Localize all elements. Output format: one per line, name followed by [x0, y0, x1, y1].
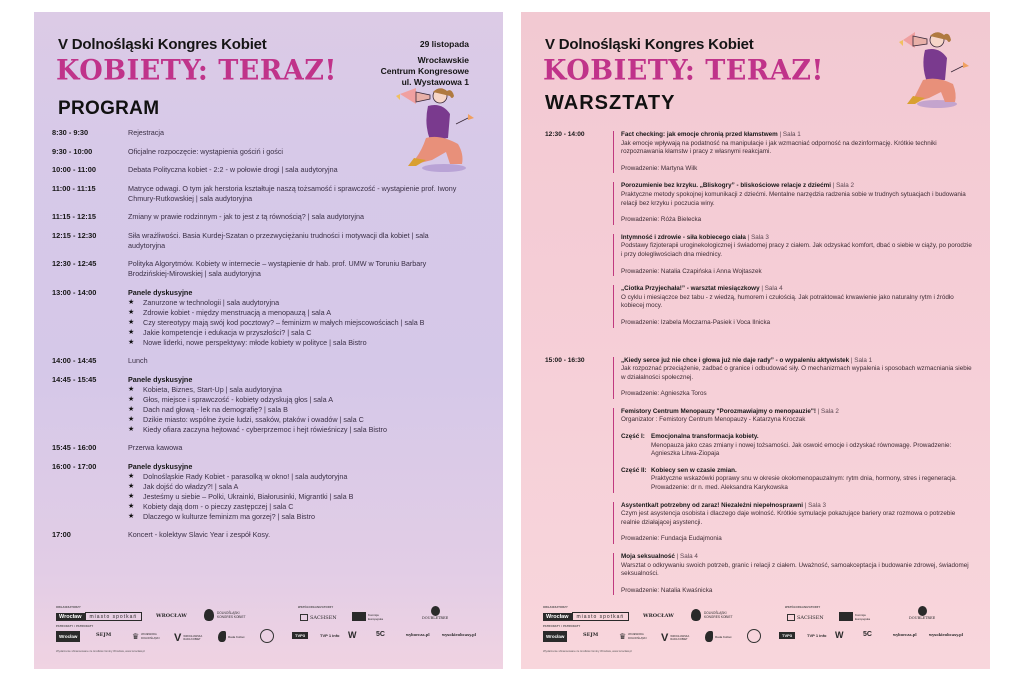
part-text: Praktyczne wskazówki poprawy snu w okresie okołomenopauzalnym: rytm dnia, hormony, stres i regeneracja. Prowadzenie: dr n. med. Aleksandra Karykowska	[651, 475, 957, 492]
workshop-room: | Sala 3	[745, 233, 769, 241]
eagle-icon: ♛	[132, 632, 140, 641]
workshop-title: „Ciotka Przyjechała!” - warsztat miesiączkowy	[621, 285, 760, 293]
star-icon: ★	[128, 318, 135, 326]
program-time: 15:45 - 16:00	[52, 443, 97, 452]
wysokie-obcasy-logo: wysokieobcasy.pl	[929, 633, 963, 637]
part-label: Część II:	[621, 466, 647, 474]
patrons-label: PATRONATY / PATRONATY	[543, 625, 581, 628]
program-text: Koncert - kolektyw Slavic Year i zespół Kosy.	[128, 530, 271, 539]
part-title: Emocjonalna transformacja kobiety.	[651, 433, 759, 441]
program-text: Rejestracja	[128, 128, 164, 137]
panel-item: ★ Jakie kompetencje i edukacja w przyszłości? | sala C	[128, 327, 312, 337]
tvp-info-logo: TVP 1 info	[807, 633, 827, 638]
workshop-title: Asystentka/t potrzebny od zaraz! Niezależni niepełnosprawni	[621, 501, 803, 509]
program-time: 11:15 - 12:15	[52, 212, 96, 221]
eagle-icon: ♛	[619, 632, 627, 641]
eu-flag-icon	[352, 612, 366, 621]
round-seal-icon	[747, 629, 761, 643]
program-schedule	[52, 128, 492, 549]
workshop-organizer: Organizator : Femistory Centrum Menopauzy - Katarzyna Kroczak	[621, 416, 806, 424]
program-row-panels	[52, 375, 492, 435]
star-icon: ★	[128, 425, 135, 433]
sachsen-icon	[787, 614, 795, 621]
wroclaw-small-logo: Wrocław	[543, 631, 567, 642]
star-icon: ★	[128, 298, 135, 306]
workshop-item	[613, 131, 975, 173]
doubletree-icon	[431, 606, 440, 616]
program-time: 12:30 - 12:45	[52, 259, 97, 268]
program-text: Siła wrażliwości. Basia Kurdej-Szatan o przezwyciężaniu trudności i motywacji dla kobiet | sala audytoryjna	[128, 230, 429, 250]
star-icon: ★	[128, 338, 135, 346]
workshop-room: | Sala 3	[802, 501, 826, 509]
sachsen-icon	[300, 614, 308, 621]
profile-icon	[218, 631, 226, 642]
program-time: 16:00 - 17:00	[52, 461, 97, 471]
workshop-item	[613, 234, 975, 276]
workshop-room: | Sala 2	[830, 182, 854, 190]
workshop-room: | Sala 1	[849, 356, 873, 364]
congress-subtitle: V Dolnośląski Kongres Kobiet	[545, 36, 754, 53]
workshop-lead: Prowadzenie: Agnieszka Toros	[621, 390, 707, 398]
brand-title: KOBIETY: TERAZ!	[56, 54, 337, 87]
workshop-room: | Sala 2	[815, 407, 839, 415]
program-row	[52, 259, 492, 279]
eu-commission-logo: Komisja Europejska	[352, 612, 388, 621]
panel-item: ★ Dzikie miasto: wspólne życie ludzi, ssaków, ptaków i owadów | sala C	[128, 414, 364, 424]
workshop-lead: Prowadzenie: Natalia Czapińska i Anna Wojtaszek	[621, 267, 762, 275]
workshop-item	[613, 357, 975, 399]
program-row-panels	[52, 288, 492, 348]
organizers-label: ORGANIZATORZY	[56, 606, 81, 609]
program-time: 14:45 - 15:45	[52, 374, 97, 384]
fundacja-logo: Rada Kobiet	[705, 631, 732, 642]
program-row	[52, 530, 492, 540]
program-text: Debata Polityczna kobiet - 2:2 - w połowie drogi | sala audytoryjna	[128, 165, 338, 174]
sponsors-footer	[56, 604, 486, 664]
footnote: Wydarzenie sfinansowane ze środków Gminy Wrocław, www.wroclaw.pl	[56, 649, 145, 653]
panel-list	[128, 298, 492, 348]
program-text: Lunch	[128, 356, 148, 365]
program-row	[52, 184, 492, 204]
venue-line1: Wrocławskie	[417, 55, 469, 65]
program-time: 17:00	[52, 530, 71, 539]
doubletree-logo: DOUBLETREE	[422, 606, 448, 620]
workshops-page	[521, 12, 990, 669]
program-row	[52, 356, 492, 366]
section-title: PROGRAM	[58, 98, 160, 119]
part-title: Kobiecy sen w czasie zmian.	[651, 466, 737, 474]
workshop-item	[613, 502, 975, 544]
star-icon: ★	[128, 472, 135, 480]
program-time: 12:15 - 12:30	[52, 230, 97, 240]
workshop-item	[613, 182, 975, 224]
panel-item: ★ Zdrowie kobiet - między menstruacją a menopauzą | sala A	[128, 307, 332, 317]
congress-subtitle: V Dolnośląski Kongres Kobiet	[58, 36, 267, 53]
star-icon: ★	[128, 415, 135, 423]
co-organizers-label: WSPÓŁORGANIZATORZY	[298, 606, 334, 609]
megaphone-woman-icon	[899, 20, 979, 110]
workshop-item	[613, 553, 975, 595]
panel-title: Panele dyskusyjne	[128, 461, 193, 471]
workshop-description: Warsztat o odkrywaniu swoich potrzeb, granic i relacji z ciałem. Uważność, samoakceptacja i budowanie zdrowej, świadomej seksualności.	[621, 561, 969, 578]
workshop-lead: Prowadzenie: Róża Bielecka	[621, 216, 702, 224]
kongres-logo: DOLNOŚLĄSKI KONGRES KOBIET	[691, 609, 738, 621]
part-text: Menopauza jako czas zmiany i nowej tożsamości. Jak oswoić emocje i odzyskać równowagę. Prowadzenie: Agnieszka Litwa-Ziopaja	[651, 441, 952, 458]
panel-item: ★ Nowe liderki, nowe perspektywy: młode kobiety w polityce | sala Bistro	[128, 337, 367, 347]
organizers-label: ORGANIZATORZY	[543, 606, 568, 609]
panel-item: ★ Czy stereotypy mają swój kod pocztowy? – feminizm w małych miejscowościach | sala B	[128, 317, 425, 327]
panel-item: ★ Jesteśmy u siebie – Polki, Ukrainki, Białorusinki, Migrantki | sala B	[128, 491, 354, 501]
panel-item: ★ Zanurzone w technologii | sala audytoryjna	[128, 297, 280, 307]
workshop-lead: Prowadzenie: Natalia Kwaśnicka	[621, 586, 713, 594]
rada-kobiet-logo: V WROCŁAWSKA RADA KOBIET	[661, 632, 690, 644]
event-date: 29 listopada	[419, 39, 469, 49]
w-icon: V	[661, 632, 669, 644]
program-text: Przerwa kawowa	[128, 443, 183, 452]
workshop-item	[613, 285, 975, 327]
sachsen-logo: SACHSEN	[787, 614, 824, 621]
fifty-logo: 5C	[863, 631, 872, 638]
workshop-description: Jak emocje wpływają na podatność na manipulacje i jak wzmacniać odporność na dezinformację. Krótkie techniki rozpoznawania kłamstw i pracy z własnymi reakcjami.	[621, 139, 937, 156]
program-row	[52, 147, 492, 157]
profile-icon	[705, 631, 713, 642]
program-time: 8:30 - 9:30	[52, 128, 89, 137]
workshop-block	[545, 131, 975, 337]
panel-item: ★ Głos, miejsce i sprawczość - kobiety odzyskują głos | sala A	[128, 394, 334, 404]
workshop-lead: Prowadzenie: Martyna Wilk	[621, 164, 698, 172]
workshop-lead: Prowadzenie: Izabela Moczarna-Pasiek i Voca Ilnicka	[621, 318, 771, 326]
sejm-logo: SEJM	[583, 632, 599, 638]
wysokie-obcasy-logo: wysokieobcasy.pl	[442, 633, 476, 637]
wroclaw-logo: Wrocław miasto spotkań	[543, 612, 629, 621]
footnote: Wydarzenie sfinansowane ze środków Gminy Wrocław, www.wroclaw.pl	[543, 649, 632, 653]
workshop-part	[621, 433, 975, 459]
workshop-description: Podstawy fizjoterapii uroginekologicznej i świadomej pracy z ciałem. Jak odzyskać komfort, dbać o siebie w ciąży, po porodzie i przy dolegliwościach dna miednicy.	[621, 242, 972, 258]
workshop-lead: Prowadzenie: Fundacja Eudajmonia	[621, 535, 722, 543]
wroclaw-logo: Wrocław miasto spotkań	[56, 612, 142, 621]
section-title: WARSZTATY	[545, 92, 676, 114]
wroclaw-wordmark: WROCŁAW	[643, 613, 674, 619]
program-row	[52, 212, 492, 222]
sejm-logo: SEJM	[96, 632, 112, 638]
star-icon: ★	[128, 395, 135, 403]
panel-item: ★ Dach nad głową - lek na demografię? | sala B	[128, 404, 288, 414]
workshop-block	[545, 357, 975, 605]
workshop-description: Jak rozpoznać przeciążenie, zadbać o granice i odbudować siły. O mechanizmach wypalenia i sposobach wzmacniania siebie w działalności społecznej.	[621, 365, 972, 381]
star-icon: ★	[128, 308, 135, 316]
wroclaw-wordmark: WROCŁAW	[156, 613, 187, 619]
workshop-room: | Sala 4	[759, 285, 783, 293]
workshops-schedule	[545, 131, 975, 604]
brand-title: KOBIETY: TERAZ!	[543, 54, 824, 87]
panel-item: ★ Kiedy ofiara zaczyna hejtować - cyberprzemoc i hejt rówieśniczy | sala Bistro	[128, 424, 387, 434]
program-row	[52, 128, 492, 138]
wroclaw-small-logo: Wrocław	[56, 631, 80, 642]
kongres-logo: DOLNOŚLĄSKI KONGRES KOBIET	[204, 609, 251, 621]
panel-title: Panele dyskusyjne	[128, 287, 193, 297]
venue-address: ul. Wystawowa 1	[401, 77, 469, 87]
wk-logo: W	[348, 630, 357, 640]
sachsen-logo: SACHSEN	[300, 614, 337, 621]
workshop-time: 12:30 - 14:00	[545, 131, 585, 138]
workshop-room: | Sala 1	[777, 131, 801, 138]
panel-list	[128, 472, 492, 522]
workshop-item	[613, 408, 975, 493]
workshop-title: Fact checking: jak emocje chronią przed kłamstwem	[621, 131, 778, 138]
panel-title: Panele dyskusyjne	[128, 374, 193, 384]
wyborcza-logo: wyborcza.pl	[406, 633, 430, 637]
workshop-title: Intymność i zdrowie - siła kobiecego ciała	[621, 233, 746, 241]
eu-commission-logo: Komisja Europejska	[839, 612, 875, 621]
workshop-title: Femistory Centrum Menopauzy "Porozmawiajmy o menopauzie"!	[621, 407, 816, 415]
workshop-time: 15:00 - 16:30	[545, 356, 585, 364]
wojewoda-logo: ♛ WOJEWODA DOLNOŚLĄSKI	[619, 632, 647, 641]
doubletree-icon	[918, 606, 927, 616]
program-text: Polityka Algorytmów. Kobiety w internecie – wystąpienie dr hab. prof. UMW w Toruniu Barbary Brodzińskiej-Mirowskiej | sala audytoryjna	[128, 259, 427, 278]
workshop-part	[621, 467, 975, 493]
program-text: Zmiany w prawie rodzinnym - jak to jest z tą równością? | sala audytoryjna	[128, 212, 364, 221]
program-time: 13:00 - 14:00	[52, 287, 97, 297]
panel-item: ★ Kobiety dają dom - o pieczy zastępczej | sala C	[128, 501, 294, 511]
fifty-logo: 5C	[376, 631, 385, 638]
panel-item: ★ Kobieta, Biznes, Start-Up | sala audytoryjna	[128, 384, 282, 394]
panel-item: ★ Dlaczego w kulturze feminizm ma gorzej? | sala Bistro	[128, 511, 316, 521]
fundacja-logo: Rada Kobiet	[218, 631, 245, 642]
program-row-panels	[52, 462, 492, 522]
tvp-info-logo: TVP 1 info	[320, 633, 340, 638]
doubletree-logo: DOUBLETREE	[909, 606, 935, 620]
w-icon: V	[174, 632, 182, 644]
program-row	[52, 231, 492, 251]
workshop-title: „Kiedy serce już nie chce i głowa już nie daje rady” - o wypaleniu aktywistek	[621, 356, 850, 364]
rada-kobiet-logo: V WROCŁAWSKA RADA KOBIET	[174, 632, 203, 644]
eu-flag-icon	[839, 612, 853, 621]
program-time: 11:00 - 11:15	[52, 183, 96, 193]
star-icon: ★	[128, 405, 135, 413]
workshop-room: | Sala 4	[674, 553, 698, 560]
event-info	[381, 39, 469, 88]
program-time: 10:00 - 11:00	[52, 165, 96, 174]
star-icon: ★	[128, 492, 135, 500]
workshop-title: Porozumienie bez krzyku. „Bliskogry” - bliskościowe relacje z dziećmi	[621, 182, 831, 190]
star-icon: ★	[128, 482, 135, 490]
tvp3-logo: TVP3	[292, 632, 308, 639]
panel-list	[128, 385, 492, 435]
co-organizers-label: WSPÓŁORGANIZATORZY	[785, 606, 821, 609]
kongres-icon	[204, 609, 214, 621]
star-icon: ★	[128, 328, 135, 336]
program-text: Matryce odwagi. O tym jak herstoria kształtuje naszą tożsamość i sprawczość - wystąpienie prof. Iwony Chmury-Rutkowskiej | sala audytoryjna	[128, 183, 457, 203]
program-time: 9:30 - 10:00	[52, 146, 93, 156]
workshop-title: Moja seksualność	[621, 553, 675, 560]
patrons-label: PATRONATY / PATRONATY	[56, 625, 94, 628]
wojewoda-logo: ♛ WOJEWODA DOLNOŚLĄSKI	[132, 632, 160, 641]
program-text: Oficjalne rozpoczęcie: wystąpienia gościń i gości	[128, 146, 284, 156]
tvp3-logo: TVP3	[779, 632, 795, 639]
program-row	[52, 165, 492, 175]
wk-logo: W	[835, 630, 844, 640]
program-page	[34, 12, 503, 669]
program-time: 14:00 - 14:45	[52, 356, 97, 365]
kongres-icon	[691, 609, 701, 621]
workshop-description: Czym jest asystencja osobista i dlaczego daje wolność. Krótkie symulacje pokazujące bariery oraz rozmowa o potrzebie realnie działającej asystencji.	[621, 510, 956, 526]
star-icon: ★	[128, 512, 135, 520]
star-icon: ★	[128, 385, 135, 393]
wyborcza-logo: wyborcza.pl	[893, 633, 917, 637]
panel-item: ★ Dolnośląskie Rady Kobiet - parasolką w okno! | sala audytoryjna	[128, 471, 348, 481]
workshop-description: Praktyczne metody spokojnej komunikacji z dziećmi. Mentalne narzędzia radzenia sobie w trudnych sytuacjach i budowania relacji bez krzyku i poczucia winy.	[621, 190, 966, 207]
star-icon: ★	[128, 502, 135, 510]
panel-item: ★ Jak dojść do władzy?! | sala A	[128, 481, 239, 491]
sponsors-footer	[543, 604, 973, 664]
venue-line2: Centrum Kongresowe	[380, 66, 469, 76]
part-label: Część I:	[621, 433, 645, 441]
workshop-description: O cyklu i miesiączce bez tabu - z wiedzą, humorem i czułością. Jak potraktować krwawienie jako naturalny rytm i źródło kobiecej mocy.	[621, 293, 954, 310]
program-row	[52, 443, 492, 453]
round-seal-icon	[260, 629, 274, 643]
